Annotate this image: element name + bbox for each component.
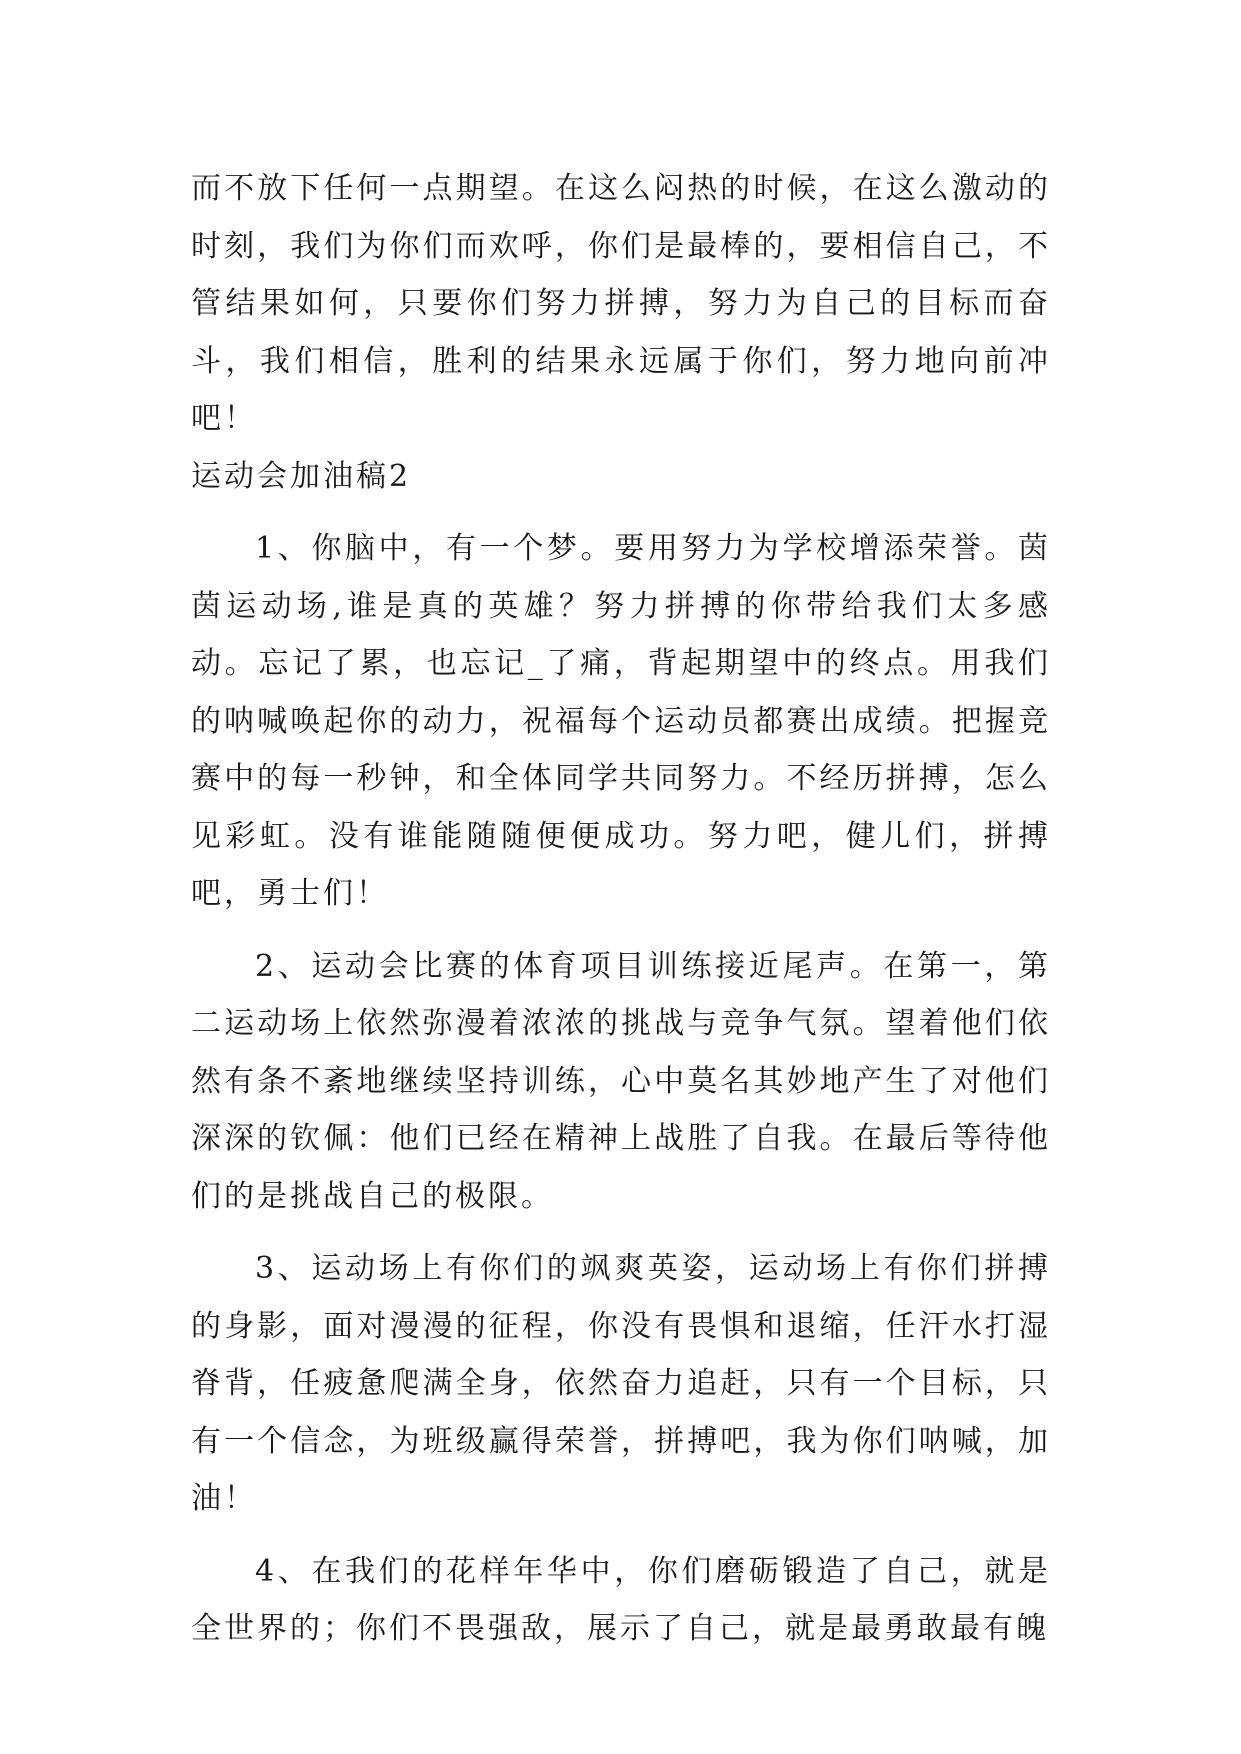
paragraph-3: 3、运动场上有你们的飒爽英姿，运动场上有你们拼搏的身影，面对漫漫的征程，你没有畏惧和退缩，任汗水打湿脊背，任疲惫爬满全身，依然奋力追赶，只有一个目标，只有一个信念，为班级赢得荣誉，拼搏吧，我为你们呐喊，加油！: [191, 1251, 1051, 1516]
paragraph-1: 1、你脑中，有一个梦。要用努力为学校增添荣誉。茵茵运动场,谁是真的英雄？努力拼搏的你带给我们太多感动。忘记了累，也忘记_了痛，背起期望中的终点。用我们的呐喊唤起你的动力，祝福每个运动员都赛出成绩。把握竞赛中的每一秒钟，和全体同学共同努力。不经历拼搏，怎么见彩虹。没有谁能随随便便成功。努力吧，健儿们，拼搏吧，勇士们！: [191, 531, 1051, 911]
paragraph-2: 2、运动会比赛的体育项目训练接近尾声。在第一，第二运动场上依然弥漫着浓浓的挑战与竞争气氛。望着他们依然有条不紊地继续坚持训练，心中莫名其妙地产生了对他们深深的钦佩：他们已经在精神上战胜了自我。在最后等待他们的是挑战自己的极限。: [191, 948, 1051, 1214]
paragraph-4: 4、在我们的花样年华中，你们磨砺锻造了自己，就是全世界的；你们不畏强敌，展示了自己，就是最勇敢最有魄: [191, 1553, 1051, 1646]
section-title: 运动会加油稿2: [191, 458, 412, 494]
continuation-paragraph: 而不放下任何一点期望。在这么闷热的时候，在这么激动的时刻，我们为你们而欢呼，你们是最棒的，要相信自己，不管结果如何，只要你们努力拼搏，努力为自己的目标而奋斗，我们相信，胜利的结果永远属于你们，努力地向前冲吧！: [191, 171, 1051, 436]
document-body: [191, 160, 1051, 1658]
